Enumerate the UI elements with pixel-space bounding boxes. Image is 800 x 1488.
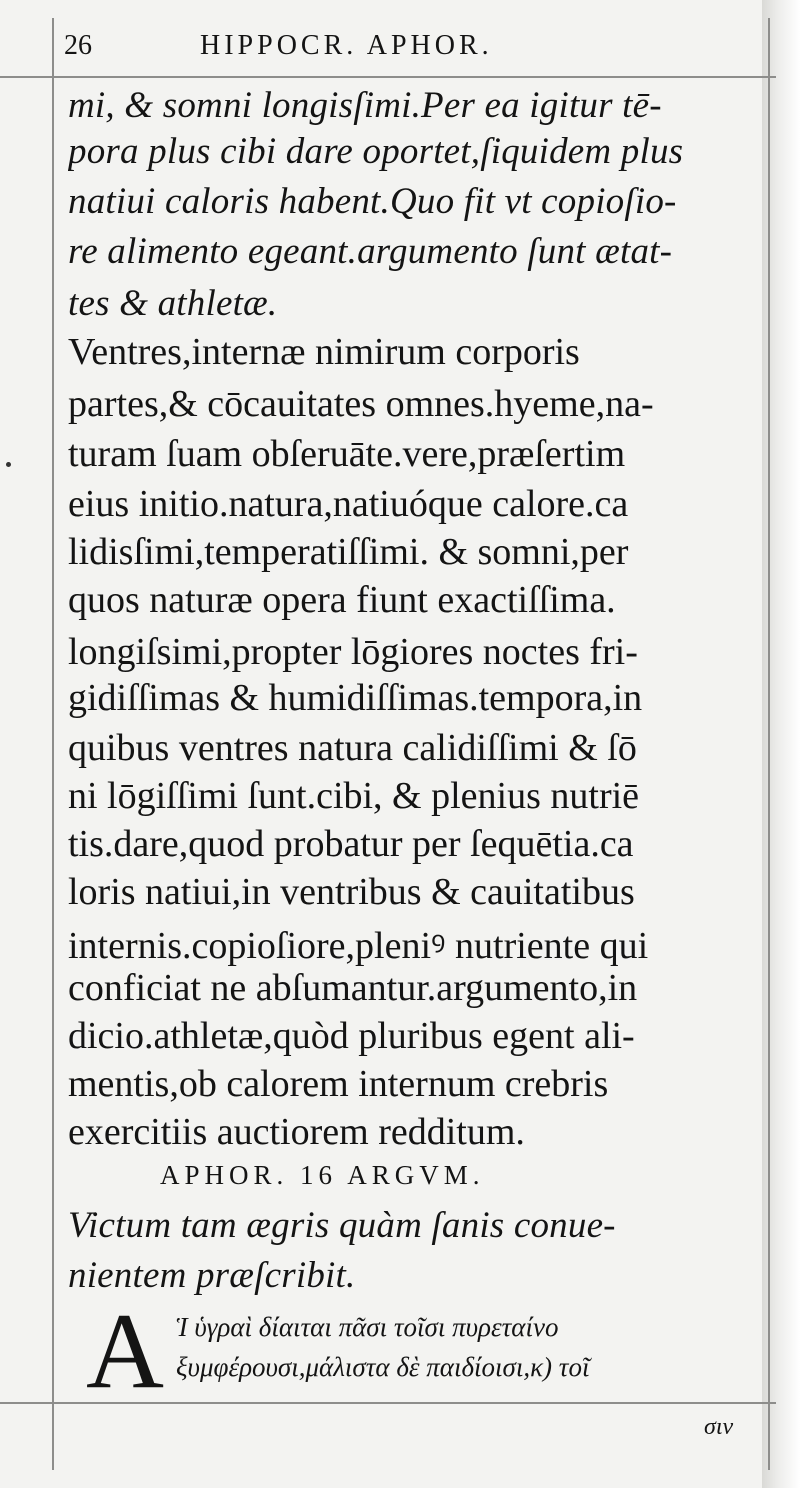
text-line: tis.dare,quod probatur per ſequētia.ca — [68, 823, 634, 865]
running-head — [64, 30, 754, 70]
drop-cap: A — [86, 1292, 164, 1411]
text-line: turam ſuam obſeruāte.vere,præſertim — [68, 433, 626, 475]
greek-line: Ἱ ὑγραὶ δίαιται πᾶσι τοῖσι πυρεταίνο — [176, 1312, 559, 1342]
text-line: loris natiui,in ventribus & cauitatibus — [68, 871, 635, 913]
text-line: conficiat ne abſumantur.argumento,in — [68, 967, 638, 1009]
rule-right — [768, 18, 770, 1470]
section-heading: APHOR. 16 ARGVM. — [160, 1160, 485, 1190]
text-line: partes,& cōcauitates omnes.hyeme,na- — [68, 383, 654, 425]
text-line: dicio.athletæ,quòd pluribus egent ali- — [68, 1015, 635, 1057]
text-line: ni lōgiſſimi ſunt.cibi, & plenius nutriē — [68, 775, 640, 817]
text-line: tes & athletæ. — [68, 283, 278, 324]
text-line: natiui caloris habent.Quo fit vt copioſio- — [68, 181, 677, 222]
text-line: eius initio.natura,natiuóque calore.ca — [68, 483, 629, 525]
running-title: HIPPOCR. APHOR. — [200, 30, 493, 61]
text-line: longiſsimi,propter lōgiores noctes fri- — [68, 631, 638, 673]
rule-top — [0, 76, 776, 78]
text-line: internis.copioſiore,pleniꝰ nutriente qui — [68, 925, 649, 967]
text-line: mi, & somni longisſimi.Per ea igitur tē- — [68, 85, 662, 126]
text-line: lidisſimi,temperatiſſimi. & somni,per — [68, 531, 629, 573]
page-number: 26 — [64, 30, 92, 61]
text-line: Victum tam ægris quàm ſanis conue- — [68, 1205, 616, 1246]
text-line: exercitiis auctiorem redditum. — [68, 1111, 525, 1153]
text-line: gidiſſimas & humidiſſimas.tempora,in — [68, 677, 643, 719]
text-line: nientem præſcribit. — [68, 1255, 356, 1296]
greek-line: ξυμφέρουσι,μάλιστα δὲ παιδίοισι,κ) τοῖ — [176, 1352, 590, 1382]
text-line: pora plus cibi dare oportet,ſiquidem plus — [68, 131, 684, 172]
ink-speck — [6, 462, 11, 467]
text-line: re alimento egeant.argumento ſunt ætat- — [68, 231, 673, 272]
catchword: σιν — [704, 1414, 734, 1440]
rule-left — [52, 18, 54, 1470]
text-line: Ventres,internæ nimirum corporis — [68, 331, 580, 373]
text-line: quos naturæ opera fiunt exactiſſima. — [68, 579, 616, 621]
text-line: mentis,ob calorem internum crebris — [68, 1063, 609, 1105]
text-line: quibus ventres natura calidiſſimi & ſō — [68, 727, 637, 769]
